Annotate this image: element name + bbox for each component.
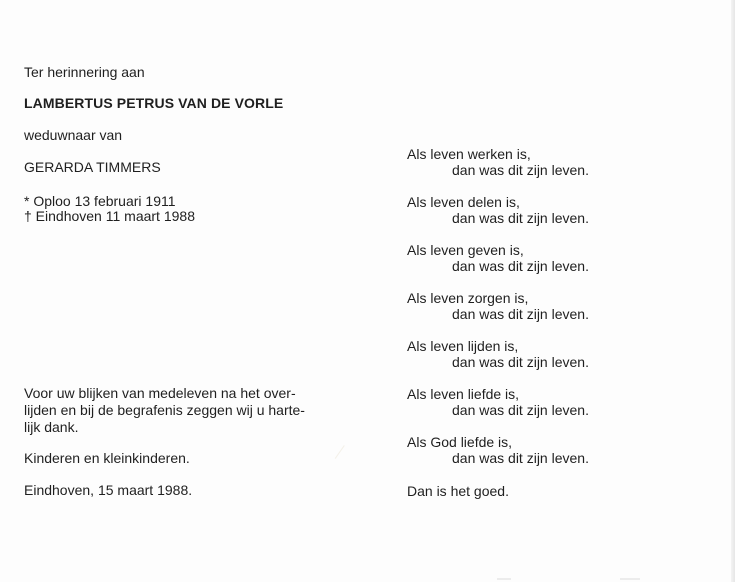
- poem-line: Als leven liefde is,: [407, 386, 520, 402]
- poem-refrain: dan was dit zijn leven.: [452, 354, 589, 370]
- poem-refrain: dan was dit zijn leven.: [452, 402, 589, 418]
- thanks-line: lijden en bij de begrafenis zeggen wij u harte-: [24, 402, 305, 418]
- poem-closing: Dan is het goed.: [407, 483, 509, 499]
- poem-stanza: [407, 242, 589, 274]
- paper-speck: [497, 578, 511, 580]
- birth-line: * Oploo 13 februari 1911: [24, 193, 176, 209]
- thanks-line: Voor uw blijken van medeleven na het over-: [24, 385, 296, 401]
- deceased-name: LAMBERTUS PETRUS VAN DE VORLE: [24, 95, 284, 111]
- poem-stanza: [407, 146, 589, 178]
- family-signature: Kinderen en kleinkinderen.: [24, 450, 190, 466]
- poem-line: Als leven geven is,: [407, 242, 524, 258]
- paper-edge: [731, 0, 735, 582]
- thanks-line: lijk dank.: [24, 419, 79, 435]
- poem-refrain: dan was dit zijn leven.: [452, 450, 589, 466]
- thanks-paragraph: [24, 385, 334, 436]
- poem-line: Als leven lijden is,: [407, 338, 519, 354]
- intro-text: Ter herinnering aan: [24, 64, 145, 80]
- poem-line: Als leven werken is,: [407, 146, 531, 162]
- poem-stanza: [407, 194, 589, 226]
- death-line: † Eindhoven 11 maart 1988: [24, 208, 195, 224]
- paper-mark: [335, 445, 356, 467]
- poem-stanza: [407, 386, 589, 418]
- poem-refrain: dan was dit zijn leven.: [452, 210, 589, 226]
- relation-text: weduwnaar van: [24, 127, 123, 143]
- poem-stanza: [407, 434, 589, 466]
- poem-line: Als God liefde is,: [407, 434, 513, 450]
- poem-stanza: [407, 338, 589, 370]
- poem-line: Als leven zorgen is,: [407, 290, 529, 306]
- poem-refrain: dan was dit zijn leven.: [452, 306, 589, 322]
- paper-speck: [620, 578, 640, 580]
- poem-stanza: [407, 290, 589, 322]
- poem-refrain: dan was dit zijn leven.: [452, 162, 589, 178]
- poem-refrain: dan was dit zijn leven.: [452, 258, 589, 274]
- place-date: Eindhoven, 15 maart 1988.: [24, 482, 193, 498]
- poem-line: Als leven delen is,: [407, 194, 520, 210]
- spouse-name: GERARDA TIMMERS: [24, 159, 161, 175]
